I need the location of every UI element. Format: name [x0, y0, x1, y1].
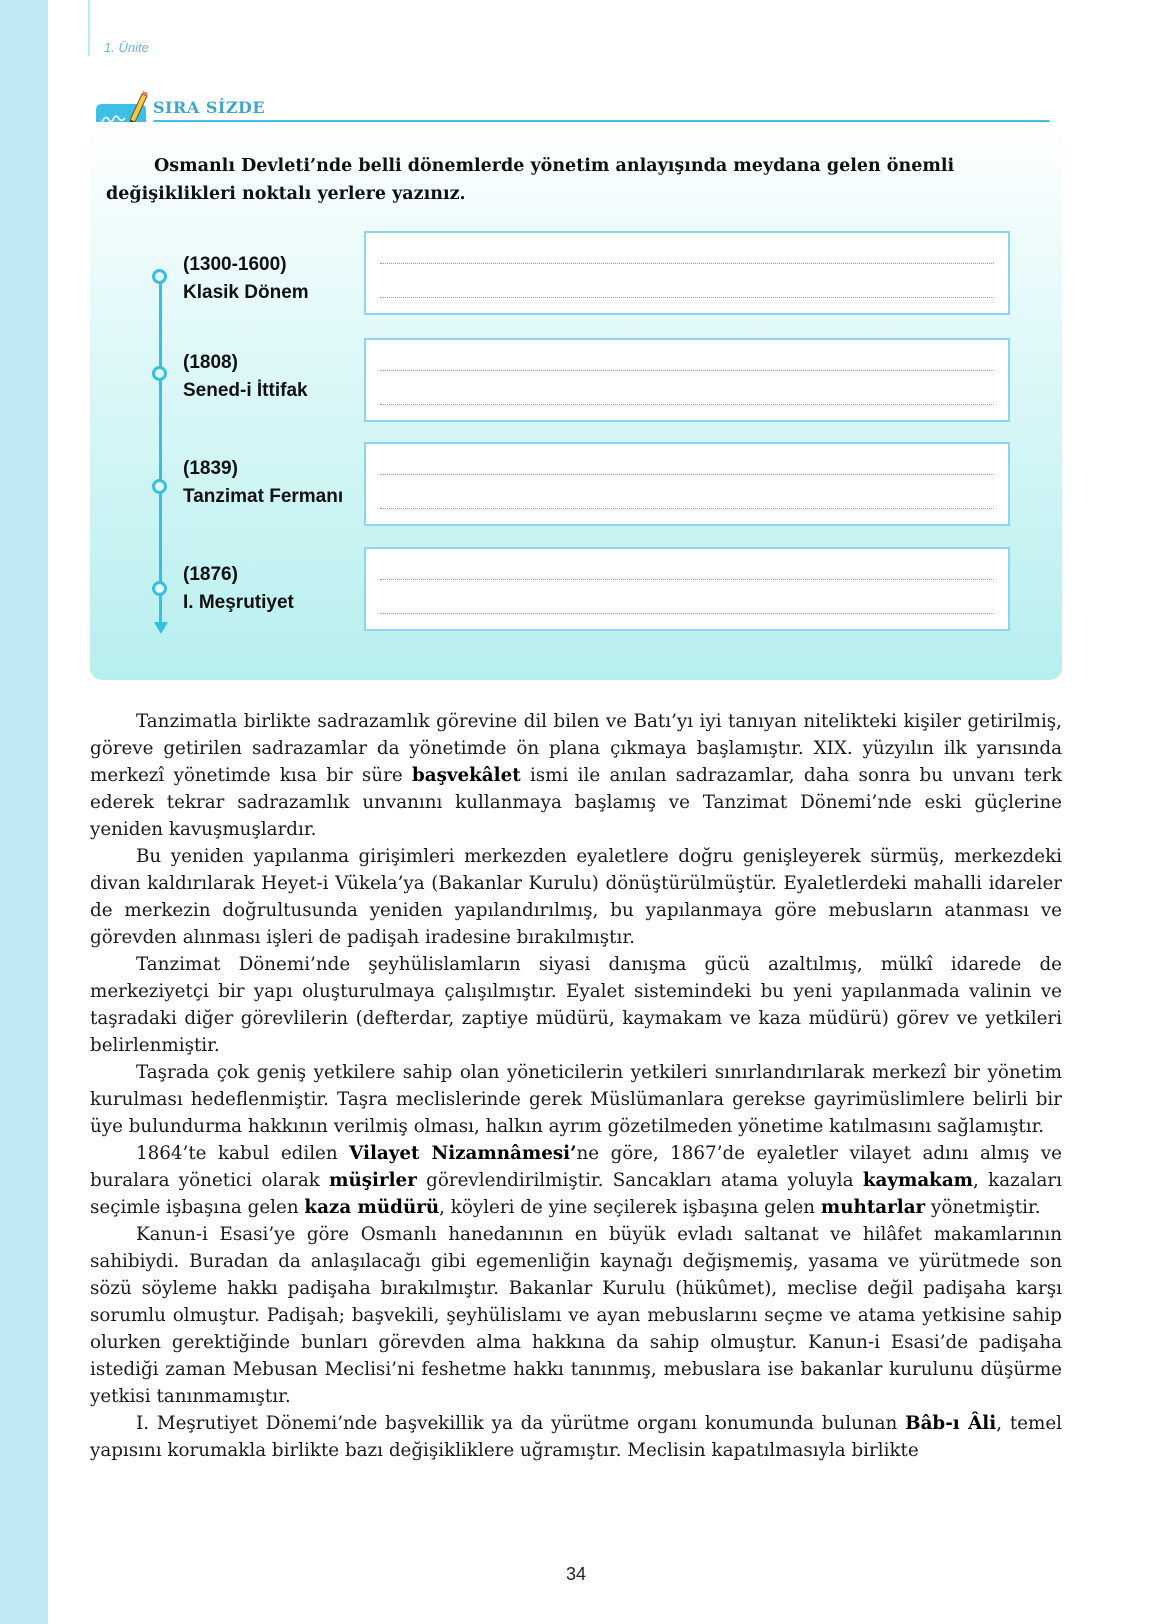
period-year: (1808) — [183, 352, 238, 373]
period-item — [183, 561, 294, 617]
period-name: Klasik Dönem — [183, 282, 309, 303]
period-year: (1876) — [183, 564, 238, 585]
page-number: 34 — [565, 1564, 587, 1584]
dotted-line — [380, 263, 994, 264]
paragraph: Taşrada çok geniş yetkilere sahip olan yöneticilerin yetkileri sınırlandırılarak merkezî bir yönetim kurulması hedeflenmiştir. Taşra meclislerinde gerek Müslümanlara gerekse gayrimüslimlere belirli bir üye bulundurma hakkının verilmiş olması, halkın ayrım gözetilmeden yönetime katılmasını sağlamıştır. — [90, 1062, 1062, 1137]
period-year: (1839) — [183, 458, 238, 479]
dotted-line — [380, 579, 994, 580]
dotted-line — [380, 508, 994, 509]
period-name: Tanzimat Fermanı — [183, 486, 344, 507]
timeline-dot — [152, 366, 167, 381]
unit-label: 1. Ünite — [104, 40, 149, 55]
paragraph: Tanzimatla birlikte sadrazamlık görevine dil bilen ve Batı’yı iyi tanıyan nitelikteki kişiler getirilmiş, göreve getirilen sadrazamlar da yönetimde ön plana çıkmaya başlamıştır. XIX. yüzyılın ilk yarısında merkezî yönetimde kısa bir süre başvekâlet ismi ile anılan sadrazamlar, daha sonra bu unvanı terk ederek tekrar sadrazamlık unvanını kullanmaya başlamış ve Tanzimat Dönemi’nde eski güçlerine yeniden kavuşmuşlardır. — [90, 711, 1062, 840]
activity-instruction: Osmanlı Devleti’nde belli dönemlerde yönetim anlayışında meydana gelen önemli değişiklikleri noktalı yerlere yazınız. — [106, 156, 955, 204]
timeline-dot — [152, 581, 167, 596]
period-name: I. Meşrutiyet — [183, 592, 294, 613]
period-item — [183, 349, 308, 405]
dotted-line — [380, 404, 994, 405]
activity-title: SIRA SİZDE — [153, 98, 266, 117]
answer-box[interactable] — [364, 547, 1010, 631]
dotted-line — [380, 297, 994, 298]
period-year: (1300-1600) — [183, 254, 287, 275]
left-margin-band — [0, 0, 48, 1624]
header-rule — [88, 0, 90, 56]
body-text — [90, 708, 1062, 1464]
dotted-line — [380, 613, 994, 614]
timeline-dot — [152, 479, 167, 494]
timeline-line — [159, 278, 162, 626]
timeline-arrow-icon — [154, 622, 168, 634]
period-item — [183, 251, 309, 307]
period-item — [183, 455, 343, 511]
answer-box[interactable] — [364, 231, 1010, 315]
paragraph: Tanzimat Dönemi’nde şeyhülislamların siyasi danışma gücü azaltılmış, mülkî idarede de merkeziyetçi bir yapı oluşturulmaya çalışılmıştır. Eyalet sistemindeki bu yeni yapılanmada valinin ve taşradaki diğer görevlilerin (defterdar, zaptiye müdürü, kaymakam ve kaza müdürü) görev ve yetkileri belirlenmiştir. — [90, 954, 1062, 1056]
paragraph: I. Meşrutiyet Dönemi’nde başvekillik ya da yürütme organı konumunda bulunan Bâb-ı Âli, temel yapısını korumakla birlikte bazı değişikliklere uğramıştır. Meclisin kapatılmasıyla birlikte — [90, 1413, 1062, 1461]
timeline-dot — [152, 269, 167, 284]
dotted-line — [380, 370, 994, 371]
dotted-line — [380, 474, 994, 475]
period-name: Sened-i İttifak — [183, 380, 308, 401]
paragraph: 1864’te kabul edilen Vilayet Nizamnâmesi’ne göre, 1867’de eyaletler vilayet adını almış ve buralara yönetici olarak müşirler görevlendirilmiştir. Sancakları atama yoluyla kaymakam, kazaları seçimle işbaşına gelen kaza müdürü, köyleri de yine seçilerek işbaşına gelen muhtarlar yönetmiştir. — [90, 1143, 1062, 1218]
paragraph: Kanun-i Esasi’ye göre Osmanlı hanedanının en büyük evladı saltanat ve hilâfet makamlarının sahibiydi. Buradan da anlaşılacağı gibi egemenliğin kaynağı değişmemiş, yasama ve yürütmede son sözü söyleme hakkı padişaha bırakılmıştır. Bakanlar Kurulu (hükûmet), meclise değil padişaha karşı sorumlu olmuştur. Padişah; başvekili, şeyhülislamı ve ayan mebuslarını seçme ve atama yetkisine sahip olurken gerektiğinde bunları görevden alma hakkına da sahip olmuştur. Kanun-i Esasi’de padişaha istediği zaman Mebusan Meclisi’ni feshetme hakkı tanınmış, mebuslara ise bakanlar kurulunu düşürme yetkisi tanınmamıştır. — [90, 1224, 1062, 1407]
answer-box[interactable] — [364, 442, 1010, 526]
answer-box[interactable] — [364, 338, 1010, 422]
paragraph: Bu yeniden yapılanma girişimleri merkezden eyaletlere doğru genişleyerek sürmüş, merkezdeki divan kaldırılarak Heyet-i Vükela’ya (Bakanlar Kurulu) dönüştürülmüştür. Eyaletlerdeki mahalli idareler de merkezin doğrultusunda yeniden yapılandırılmış, bu yapılanmaya göre mebusların atanması ve görevden alınması işleri de padişah iradesine bırakılmıştır. — [90, 846, 1062, 948]
